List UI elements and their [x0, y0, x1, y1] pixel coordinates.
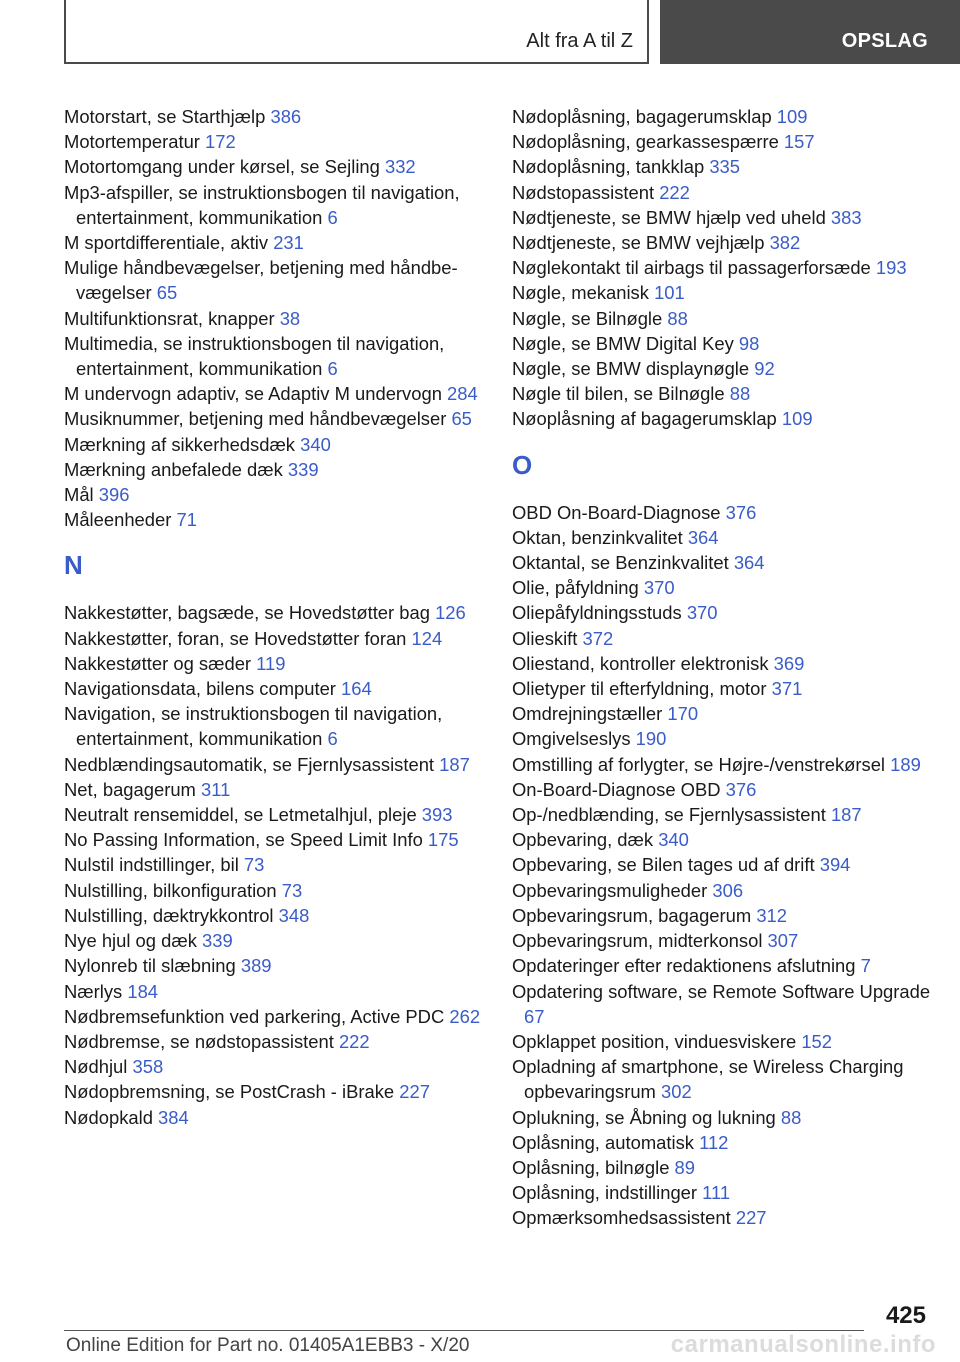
index-page-link[interactable]: 348: [278, 904, 310, 926]
index-entry-text: Motortomgang under kørsel, se Sejling: [64, 156, 385, 178]
index-page-link[interactable]: 393: [421, 804, 453, 826]
index-entry: [512, 230, 952, 255]
index-entry: [512, 701, 952, 726]
index-entry: [512, 953, 952, 978]
index-page-link[interactable]: 73: [243, 854, 265, 876]
index-entry: [512, 903, 952, 928]
index-entry-text: Musiknummer, betjening med håndbevægelser: [64, 408, 452, 430]
index-entry-text: Navigation, se instruktionsbogen til navigation, entertainment, kommunikation: [64, 703, 443, 750]
index-page-link[interactable]: 340: [300, 433, 331, 455]
index-page-link[interactable]: 394: [819, 854, 851, 876]
index-entry-text: Opbevaringsrum, bagagerum: [512, 904, 757, 926]
index-entry: [512, 1155, 952, 1180]
index-page-link[interactable]: 369: [773, 652, 805, 674]
index-entry-text: Navigationsdata, bilens computer: [64, 678, 342, 700]
index-entry-text: Nødbremsefunktion ved parkering, Active PDC: [64, 1005, 450, 1027]
index-entry-text: Nedblændingsautomatik, se Fjernlysassistent: [64, 753, 440, 775]
index-entry-text: Multifunktionsrat, knapper: [64, 307, 280, 329]
index-entry-text: Nøglekontakt til airbags til passagerforsæde: [512, 257, 876, 279]
index-page-link[interactable]: 386: [270, 106, 302, 127]
index-entry-text: Nødoplåsning, bagagerumsklap: [512, 106, 777, 127]
index-entry-text: Oktan, benzinkvalitet: [512, 526, 688, 548]
index-page-link[interactable]: 231: [273, 232, 304, 254]
index-page-link[interactable]: 67: [524, 1005, 545, 1027]
index-entry: [512, 979, 952, 1029]
index-entry: [512, 180, 952, 205]
index-page-link[interactable]: 71: [176, 509, 197, 531]
index-entry-text: Nylonreb til slæbning: [64, 955, 241, 977]
index-entry: [512, 626, 952, 651]
index-entry-text: Olie, påfyldning: [512, 577, 644, 599]
index-entry: [512, 777, 952, 802]
index-page-link[interactable]: 262: [449, 1005, 481, 1027]
index-entry: [512, 651, 952, 676]
index-page-link[interactable]: 111: [702, 1182, 731, 1204]
index-page-link[interactable]: 98: [738, 332, 760, 354]
index-page-link[interactable]: 382: [769, 232, 801, 254]
index-entry: [64, 457, 504, 482]
index-entry-text: Nøoplåsning af bagagerumsklap: [512, 408, 782, 430]
index-page-link[interactable]: 112: [699, 1131, 729, 1153]
index-entry: [512, 600, 952, 625]
index-entry: [512, 205, 952, 230]
index-entry: [64, 406, 504, 431]
index-page-link[interactable]: 222: [338, 1030, 370, 1052]
index-entry-text: Mærkning af sikkerhedsdæk: [64, 433, 301, 455]
index-column-left: [64, 104, 504, 1130]
index-page-link[interactable]: 152: [801, 1030, 832, 1052]
index-page-link[interactable]: 335: [709, 156, 740, 178]
index-entry: [64, 255, 504, 305]
index-page-link[interactable]: 119: [256, 652, 286, 674]
index-entry: [512, 525, 952, 550]
index-entry: [512, 154, 952, 179]
index-entry: [64, 507, 504, 532]
index-entry-text: Nøgle til bilen, se Bilnøgle: [512, 383, 730, 405]
header-frame: [64, 0, 649, 64]
index-entry-text: Oktantal, se Benzinkvalitet: [512, 552, 734, 574]
index-page-link[interactable]: 184: [127, 980, 159, 1002]
index-entry-text: Opklappet position, vinduesviskere: [512, 1030, 802, 1052]
index-page-link[interactable]: 187: [439, 753, 470, 775]
index-entry-text: Olieskift: [512, 627, 583, 649]
edition-text: Online Edition for Part no. 01405A1EBB3 - X/20: [66, 1335, 470, 1356]
index-entry: [512, 575, 952, 600]
index-page-link[interactable]: 65: [451, 408, 472, 430]
index-page-link[interactable]: 193: [875, 257, 907, 279]
index-entry-text: Nærlys: [64, 980, 128, 1002]
index-entry-text: Nulstilling, dæktrykkontrol: [64, 904, 279, 926]
index-entry: [64, 928, 504, 953]
index-page-link[interactable]: 101: [654, 282, 685, 304]
index-entry: [512, 1130, 952, 1155]
index-entry: [512, 550, 952, 575]
index-page-link[interactable]: 88: [729, 383, 751, 405]
index-page-link[interactable]: 358: [132, 1056, 164, 1078]
index-page-link[interactable]: 7: [860, 955, 871, 977]
index-entry: [512, 1205, 952, 1230]
index-entry: [64, 1029, 504, 1054]
index-entry: [512, 1054, 952, 1104]
index-page-link[interactable]: 88: [667, 307, 688, 329]
index-entry: [64, 180, 504, 230]
index-page-link[interactable]: 332: [384, 156, 416, 178]
index-entry: [512, 104, 952, 129]
index-page-link[interactable]: 190: [635, 728, 667, 750]
index-entry-text: Op-/nedblænding, se Fjernlysassistent: [512, 804, 831, 826]
index-entry-text: Nødtjeneste, se BMW hjælp ved uheld: [512, 206, 831, 228]
index-page-link[interactable]: 227: [735, 1207, 767, 1229]
index-entry: [64, 129, 504, 154]
index-entry-text: On-Board-Diagnose OBD: [512, 778, 726, 800]
index-entry: [512, 255, 952, 280]
index-entry: [512, 827, 952, 852]
index-entry-text: Mp3-afspiller, se instruktionsbogen til navigation, entertainment, kommunikation: [64, 181, 460, 228]
index-entry-text: Nakkestøtter, foran, se Hovedstøtter foran: [64, 627, 412, 649]
index-page-link[interactable]: 384: [158, 1106, 189, 1128]
index-page-link[interactable]: 383: [830, 206, 862, 228]
index-entry: [64, 777, 504, 802]
index-entry: [512, 406, 952, 431]
index-entry-text: M sportdifferentiale, aktiv: [64, 232, 274, 254]
index-entry: [64, 953, 504, 978]
index-entry: [512, 331, 952, 356]
index-entry: [64, 878, 504, 903]
index-entry-text: Opdatering software, se Remote Software Upgrade: [512, 980, 931, 1002]
index-page-link[interactable]: 340: [658, 829, 689, 851]
index-entry-text: Nulstil indstillinger, bil: [64, 854, 244, 876]
index-entry-text: Opbevaringsrum, midterkonsol: [512, 930, 768, 952]
section-tab: [660, 0, 960, 64]
index-entry-text: OBD On-Board-Diagnose: [512, 501, 726, 523]
index-page-link[interactable]: 73: [281, 879, 303, 901]
index-entry: [64, 701, 504, 751]
index-entry: [64, 1079, 504, 1104]
index-entry: [512, 1105, 952, 1130]
index-entry: [64, 1105, 504, 1130]
index-page-link[interactable]: 124: [411, 627, 443, 649]
index-entry-text: Mærkning anbefalede dæk: [64, 458, 288, 480]
index-entry: [64, 676, 504, 701]
index-entry-text: Opdateringer efter redaktionens afslutning: [512, 955, 861, 977]
index-entry-text: Oplåsning, indstillinger: [512, 1182, 703, 1204]
index-page-link[interactable]: 307: [767, 930, 799, 952]
index-entry-text: Omdrejningstæller: [512, 703, 668, 725]
index-entry: [64, 482, 504, 507]
index-entry: [64, 752, 504, 777]
index-entry: [512, 500, 952, 525]
index-entry-text: Opladning af smartphone, se Wireless Charging opbevaringsrum: [512, 1056, 904, 1103]
section-tab-label: OPSLAG: [841, 30, 928, 52]
index-entry-text: Mulige håndbevægelser, betjening med håndbevægelser: [64, 257, 458, 304]
index-entry-text: Nødopkald: [64, 1106, 159, 1128]
index-page-link[interactable]: 157: [783, 131, 815, 153]
index-entry-text: Olietyper til efterfyldning, motor: [512, 678, 772, 700]
index-page-link[interactable]: 370: [686, 602, 718, 624]
index-entry: [64, 903, 504, 928]
index-entry-text: Opbevaringsmuligheder: [512, 879, 713, 901]
index-entry: [512, 878, 952, 903]
index-entry: [512, 129, 952, 154]
index-page-link[interactable]: 126: [435, 602, 466, 624]
index-column-right: [512, 104, 952, 1231]
index-entry-text: Nøgle, mekanisk: [512, 282, 655, 304]
index-entry: [64, 1054, 504, 1079]
index-entry: [512, 852, 952, 877]
index-entry-text: Nøgle, se BMW displaynøgle: [512, 358, 755, 380]
index-entry: [512, 676, 952, 701]
index-entry-text: No Passing Information, se Speed Limit Info: [64, 829, 428, 851]
index-entry: [64, 381, 504, 406]
index-entry: [64, 600, 504, 625]
index-entry: [64, 230, 504, 255]
index-page-link[interactable]: 302: [660, 1081, 692, 1103]
index-entry-text: Net, bagagerum: [64, 778, 201, 800]
index-entry-text: Nødoplåsning, gearkassespærre: [512, 131, 784, 153]
index-page-link[interactable]: 312: [756, 904, 788, 926]
index-entry-text: Oplukning, se Åbning og lukning: [512, 1106, 781, 1128]
index-entry: [512, 802, 952, 827]
index-page-link[interactable]: 187: [830, 804, 862, 826]
index-page-link[interactable]: 88: [780, 1106, 802, 1128]
index-entry-text: Nye hjul og dæk: [64, 930, 203, 952]
index-page-link[interactable]: 339: [287, 458, 319, 480]
index-page-link[interactable]: 65: [156, 282, 178, 304]
index-entry-text: Nulstilling, bilkonfiguration: [64, 879, 282, 901]
index-letter-heading: O: [512, 449, 533, 480]
index-page-link[interactable]: 172: [205, 131, 236, 153]
index-entry: [64, 1004, 504, 1029]
index-entry: [64, 827, 504, 852]
index-entry: [64, 306, 504, 331]
index-entry: [512, 752, 952, 777]
index-page-link[interactable]: 164: [341, 678, 372, 700]
index-page-link[interactable]: 371: [771, 678, 803, 700]
index-entry-text: Nødstopassistent: [512, 181, 660, 203]
index-entry: [512, 1180, 952, 1205]
index-entry-text: Motorstart, se Starthjælp: [64, 106, 271, 127]
index-page-link[interactable]: 306: [712, 879, 744, 901]
index-page-link[interactable]: 189: [890, 753, 921, 775]
index-entry-text: Motortemperatur: [64, 131, 206, 153]
index-page-link[interactable]: 227: [399, 1081, 430, 1103]
index-page-link[interactable]: 396: [98, 484, 130, 506]
index-entry-text: Neutralt rensemiddel, se Letmetalhjul, pleje: [64, 804, 422, 826]
index-page-link[interactable]: 222: [659, 181, 690, 203]
index-entry-text: Måleenheder: [64, 509, 177, 531]
index-entry-text: Nøgle, se Bilnøgle: [512, 307, 668, 329]
index-entry-text: Opbevaring, se Bilen tages ud af drift: [512, 854, 820, 876]
index-entry-text: Nakkestøtter og sæder: [64, 652, 257, 674]
index-entry-text: Mål: [64, 484, 99, 506]
index-page-link[interactable]: 6: [327, 728, 338, 750]
index-entry: [64, 432, 504, 457]
index-entry: [64, 651, 504, 676]
index-page-link[interactable]: 109: [781, 408, 813, 430]
index-page-link[interactable]: 109: [776, 106, 808, 127]
index-entry-text: Nødbremse, se nødstopassistent: [64, 1030, 339, 1052]
index-page-link[interactable]: 38: [279, 307, 301, 329]
index-entry: [64, 104, 504, 129]
index-entry: [64, 802, 504, 827]
index-page-link[interactable]: 284: [447, 383, 478, 405]
index-entry-text: Opbevaring, dæk: [512, 829, 659, 851]
index-letter-heading: N: [64, 550, 83, 581]
index-entry-text: Nødtjeneste, se BMW vejhjælp: [512, 232, 770, 254]
index-page-link[interactable]: 6: [327, 206, 338, 228]
index-entry-text: Oplåsning, bilnøgle: [512, 1156, 675, 1178]
index-entry-text: Oplåsning, automatisk: [512, 1131, 700, 1153]
index-entry-text: Nøgle, se BMW Digital Key: [512, 332, 739, 354]
index-entry-text: Opmærksomhedsassistent: [512, 1207, 736, 1229]
index-entry: [512, 280, 952, 305]
index-entry: [64, 979, 504, 1004]
index-entry: [512, 381, 952, 406]
index-entry-text: Oliepåfyldningsstuds: [512, 602, 687, 624]
index-entry-text: Multimedia, se instruktionsbogen til navigation, entertainment, kommunikation: [64, 332, 445, 380]
index-page-link[interactable]: 175: [427, 829, 459, 851]
index-entry: [64, 852, 504, 877]
index-entry-text: Nakkestøtter, bagsæde, se Hovedstøtter bag: [64, 602, 436, 624]
section-title: Alt fra A til Z: [526, 30, 633, 52]
index-page-link[interactable]: 89: [674, 1156, 696, 1178]
index-page-link[interactable]: 372: [582, 627, 614, 649]
index-page-link[interactable]: 364: [733, 552, 765, 574]
index-page-link[interactable]: 92: [754, 358, 775, 380]
watermark: carmanualsonline.info: [670, 1331, 936, 1358]
index-entry: [64, 626, 504, 651]
index-page-link[interactable]: 389: [240, 955, 272, 977]
page-number: 425: [885, 1302, 926, 1329]
index-entry: [512, 306, 952, 331]
index-page-link[interactable]: 6: [327, 358, 338, 380]
index-entry-text: Oliestand, kontroller elektronisk: [512, 652, 774, 674]
index-entry-text: Nødhjul: [64, 1056, 133, 1078]
index-entry-text: Omgivelseslys: [512, 728, 636, 750]
index-page-link[interactable]: 370: [643, 577, 675, 599]
index-page-link[interactable]: 376: [725, 501, 757, 523]
index-entry: [512, 1029, 952, 1054]
index-entry: [64, 154, 504, 179]
index-page-link[interactable]: 364: [687, 526, 719, 548]
index-page-link[interactable]: 311: [201, 778, 231, 800]
index-page-link[interactable]: 376: [725, 778, 757, 800]
index-entry-text: Omstilling af forlygter, se Højre-/venstrekørsel: [512, 753, 891, 775]
index-entry-text: Nødoplåsning, tankklap: [512, 156, 710, 178]
index-page-link[interactable]: 339: [202, 930, 233, 952]
index-entry: [512, 726, 952, 751]
index-entry-text: Nødopbremsning, se PostCrash - iBrake: [64, 1081, 400, 1103]
index-page-link[interactable]: 170: [667, 703, 699, 725]
index-entry: [64, 331, 504, 381]
index-entry-text: M undervogn adaptiv, se Adaptiv M undervogn: [64, 383, 448, 405]
index-entry: [512, 356, 952, 381]
index-entry: [512, 928, 952, 953]
